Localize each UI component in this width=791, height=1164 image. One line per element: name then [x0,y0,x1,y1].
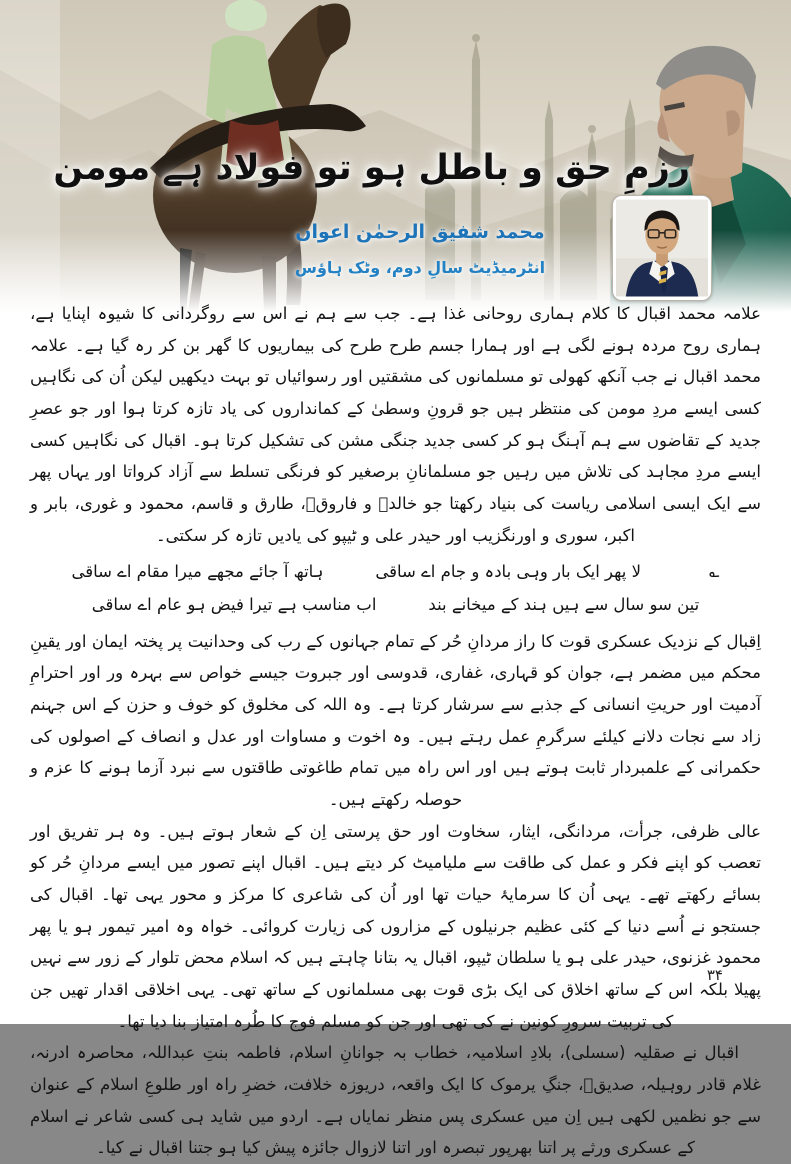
paragraph-3: عالی ظرفی، جرأت، مردانگی، ایثار، سخاوت اور حق پرستی اِن کے شعار ہوتے ہیں۔ وہ ہر تفریق اور تعصب کو اپنے فکر و عمل کی طاقت سے ملیامیٹ کر دیتے ہیں۔ اقبال اپنے تصور میں ایسے مردانِ حُر کو بسائے رکھتے تھے۔ یہی اُن کا سرمایۂ حیات تھا اور اُن کی شاعری کا مرکز و محور یہی تھا۔ اقبال کی جستجو نے اُسے دنیا کے کئی عظیم جرنیلوں کے مزاروں کی زیارت کروائی۔ خواہ وہ امیر تیمور ہو یا پھر محمود غزنوی، حیدر علی ہو یا سلطان ٹیپو، اقبال یہ بتانا چاہتے ہیں کہ اسلام محض تلوار کے زور سے نہیں پھیلا بلکہ اس کے ساتھ اخلاق کی ایک بڑی قوت بھی مسلمانوں کے ساتھ تھی۔ یہی اخلاقی اقدار تھیں جن کی تربیت سرورِ کونین نے کی تھی اور جن کو مسلم فوج کا طُرہ امتیاز بنا دیا تھا۔ [30,821,761,1031]
article-body [0,298,791,1164]
student-portrait-illustration [616,199,708,297]
author-name: محمد شفیق الرحمٰن اعوان [295,221,545,243]
paragraph-2: اِقبال کے نزدیک عسکری قوت کا راز مردانِ حُر کے تمام جہانوں کے رب کی وحدانیت پر پختہ ایمان اور یقینِ محکم میں مضمر ہے، جوان کو قہاری، غفاری، قدوسی اور جبروت جیسے خواص سے بہرہ ور اور احترامِ آدمیت اور حریتِ انسانی کے جذبے سے سرشار کرتا ہے۔ وہ اللہ کی مخلوق کو خوف و حزن کے اس جہنم زاد سے نجات دلانے کیلئے سرگرمِ عمل رہتے ہیں۔ وہ اخوت و مساوات اور عدل و انصاف کے اصولوں کی حکمرانی کے علمبردار ثابت ہوتے ہیں اور اس راہ میں تمام طاغوتی طاقتوں سے نبرد آزما ہونے کا عزم و حوصلہ رکھتے ہیں۔ [30,631,761,809]
paragraph-4: اقبال نے صقلیہ (سسلی)، بلادِ اسلامیہ، خطاب بہ جوانانِ اسلام، فاطمہ بنتِ عبداللہ، محاصرہ ادرنہ، غلام قادر روہیلہ، صدیقؓ، جنگِ یرموک کا ایک واقعہ، دریوزہ خلافت، خضرِ راہ اور طلوعِ اسلام کے عنوان سے جو نظمیں لکھی ہیں اِن میں عسکری پس منظر نمایاں ہے۔ اردو میں شاید ہی کسی شاعر نے اسلام کے عسکری ورثے پر اتنا بھرپور تبصرہ اور اتنا لازوال جائزہ پیش کیا ہو جتنا اقبال نے کیا۔ [30,1043,761,1158]
iqbal-verse-block [30,554,761,621]
header-fade-left [0,0,60,312]
article-title: رزمِ حق و باطل ہو تو فولاد ہے مومن [53,148,690,188]
page-number: ۳۴ [706,966,723,984]
author-class: انٹرمیڈیٹ سالِ دوم، وٹک ہاؤس [294,258,546,277]
rider-turban [225,0,267,31]
verse-1-second-hemistich: ہاتھ آ جائے مجھے میرا مقام اے ساقی [71,562,324,582]
student-photo [612,195,712,301]
verse-line-2 [92,589,699,621]
verse-marker-icon: ؎ [709,561,720,583]
paragraph-1: علامہ محمد اقبال کا کلام ہماری روحانی غذا ہے۔ جب سے ہم نے اس سے روگردانی کا شیوہ اپنایا ہے، ہماری روح مردہ ہونے لگی ہے اور ہمارا جسم طرح طرح کی بیماریوں کا گھر بن کر رہ گیا ہے۔ علامہ محمد اقبال نے جب آنکھ کھولی تو مسلمانوں کی مشقتیں اور رسوائیاں تو بہت دیکھیں لیکن اُن کی نگاہیں کسی ایسے مردِ مومن کی منتظر ہیں جو قرونِ وسطیٰ کے کمانداروں کی یاد تازہ کرتا ہوا اور جو عصرِ جدید کے تقاضوں سے ہم آہنگ ہو کر کسی جدید جنگی مشن کی تشکیل کرتا ہو۔ اقبال کی نگاہیں کسی ایسے مردِ مجاہد کی تلاش میں رہیں جو مسلمانانِ برصغیر کو فرنگی تسلط سے آزاد کرواتا اور یہاں پھر سے ایک ایسی اسلامی ریاست کی بنیاد رکھتا جو خالدؓ و فاروقؓ، طارق و قاسم، محمود و غوری، بابر و اکبر، سوری و اورنگزیب اور حیدر علی و ٹیپو کی یادیں تازہ کر سکتی۔ [30,304,761,545]
verse-line-1 [71,554,719,589]
header-collage [0,0,791,312]
verse-2-first-hemistich: تین سو سال سے ہیں ہند کے میخانے بند [428,595,700,615]
verse-2-second-hemistich: اب مناسب ہے تیرا فیض ہو عام اے ساقی [91,595,377,615]
verse-1-first-hemistich: لا پھر ایک بار وہی بادہ و جام اے ساقی [375,562,642,582]
